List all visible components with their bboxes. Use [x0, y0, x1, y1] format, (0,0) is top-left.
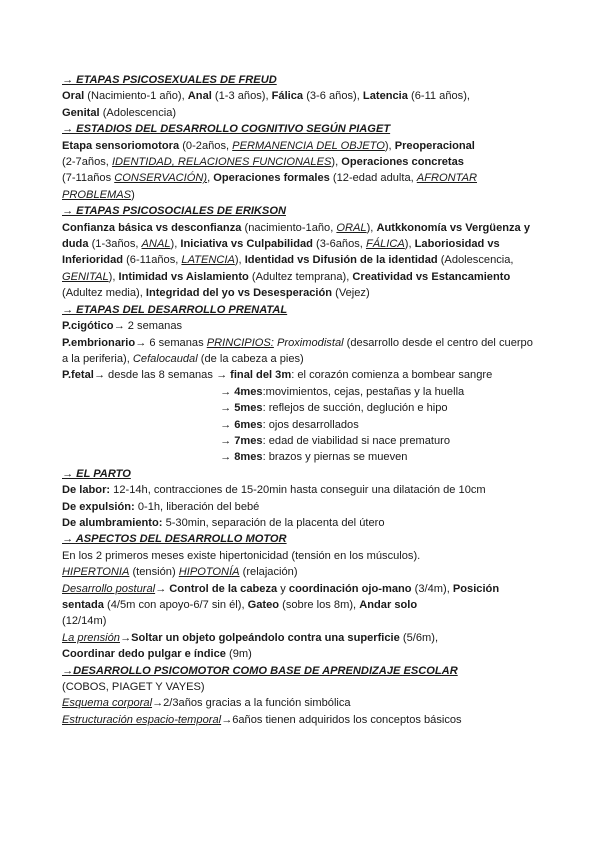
prenatal-cigotico	[62, 318, 538, 334]
erikson-stage-key: LATENCIA	[181, 254, 235, 267]
piaget-stage-age: (2-7años,	[62, 156, 112, 169]
arrow: →	[155, 582, 170, 595]
erikson-stage-age: (3-6años,	[312, 238, 366, 251]
milestone: coordinación ojo-mano	[288, 582, 412, 595]
phase-text: 0-1h, liberación del bebé	[134, 500, 260, 513]
phase-text: 5-30min, separación de la placenta del útero	[162, 516, 385, 529]
milestone: Coordinar dedo pulgar e índice	[62, 648, 226, 661]
arrow: →	[119, 631, 132, 644]
erikson-stage-name: Autkkonomía vs Vergüenza y duda	[62, 221, 530, 251]
erikson-stage-age: (Vejez)	[332, 287, 370, 300]
piaget-stage-key: IDENTIDAD, RELACIONES FUNCIONALES	[111, 156, 332, 169]
period-text: → 6 semanas	[135, 336, 207, 349]
period-label: P.cigótico	[62, 320, 114, 333]
piaget-stage-age: (7-11años	[62, 172, 115, 185]
phase-label: De expulsión:	[62, 500, 135, 513]
heading-parto: → EL PARTO	[62, 467, 131, 480]
milestone: Gateo	[247, 599, 280, 611]
parto-alumbramiento	[62, 515, 538, 531]
erikson-stage-age: (Adolescencia,	[437, 254, 514, 267]
milestone: Soltar un objeto golpeándolo contra una superficie	[131, 631, 400, 644]
piaget-stage-name: Operaciones concretas	[341, 156, 464, 169]
period-text: (desarrollo desde el centro del cuerpo a la periferia),	[62, 336, 533, 365]
motor-postural	[62, 581, 538, 630]
term-desc: (relajación)	[239, 566, 298, 579]
punct: ,	[207, 172, 214, 185]
term: HIPERTONIA	[62, 566, 130, 579]
prenatal-embrionario	[62, 335, 538, 368]
freud-stage-desc: (3-6 años),	[303, 90, 363, 103]
milestone: Andar solo	[359, 599, 418, 611]
term: HIPOTONÍA	[178, 566, 240, 579]
month-text: : reflejos de succión, deglución e hipo	[262, 402, 448, 415]
piaget-stage-name: Etapa sensoriomotora	[62, 139, 180, 152]
period-text: → 2 semanas	[113, 320, 183, 333]
erikson-stage-key: GENITAL	[62, 270, 109, 283]
punct: ),	[108, 270, 119, 283]
piaget-stage-age: (12-edad adulta,	[329, 172, 417, 185]
prenatal-fetal	[62, 367, 538, 383]
erikson-stage-key: FÁLICA	[365, 238, 405, 251]
piaget-stages	[62, 138, 538, 204]
erikson-stage-age: (Adultez temprana),	[248, 270, 353, 283]
punct: ),	[234, 254, 245, 267]
term: Esquema corporal	[62, 697, 153, 710]
heading-motor: → ASPECTOS DEL DESARROLLO MOTOR	[62, 533, 287, 546]
erikson-stage-name: Identidad vs Difusión de la identidad	[244, 254, 438, 267]
motor-prension	[62, 630, 538, 663]
piaget-stage-name: Preoperacional	[394, 139, 475, 152]
erikson-stage-key: ORAL	[336, 221, 367, 234]
punct: ),	[366, 221, 377, 234]
erikson-stage-age: (Adultez media),	[62, 287, 146, 300]
milestone: Control de la cabeza	[169, 582, 278, 595]
milestone-age: (3/4m),	[411, 582, 453, 595]
freud-stage-name: Anal	[187, 90, 212, 103]
month-text: : edad de viabilidad si nace prematuro	[262, 434, 451, 447]
freud-stage-name: Oral	[62, 90, 85, 103]
motor-intro: En los 2 primeros meses existe hipertonicidad (tensión en los músculos).	[62, 549, 421, 562]
month-item: → 5mes: reflejos de succión, deglución e hipo	[220, 402, 448, 415]
month-label: 4mes	[234, 385, 263, 398]
month-label: 7mes	[234, 434, 263, 447]
month-item: → 8mes: brazos y piernas se mueven	[220, 451, 408, 464]
motor-tono	[62, 564, 538, 580]
piaget-stage-key: AFRONTAR PROBLEMAS	[62, 172, 477, 201]
freud-stage-name: Genital	[62, 106, 100, 119]
erikson-stage-name: Intimidad vs Aislamiento	[118, 270, 249, 283]
heading-freud: → ETAPAS PSICOSEXUALES DE FREUD	[62, 74, 277, 86]
escolar-esquema	[62, 695, 538, 711]
term-desc: →2/3años gracias a la función simbólica	[152, 697, 351, 710]
erikson-stage-age: (1-3años,	[88, 238, 142, 251]
freud-stage-desc: (Nacimiento-1 año),	[84, 90, 188, 103]
erikson-stage-age: (6-11años,	[123, 254, 182, 267]
erikson-stage-name: Confianza básica vs desconfianza	[62, 221, 242, 234]
month-label: 8mes	[234, 451, 263, 464]
principios-label: PRINCIPIOS:	[206, 336, 274, 349]
freud-stage-desc: (1-3 años),	[211, 90, 272, 103]
punct: ),	[170, 238, 181, 251]
month-text: : ojos desarrollados	[262, 418, 359, 431]
erikson-stage-age: (nacimiento-1año,	[241, 221, 337, 234]
period-label: P.fetal	[62, 369, 94, 382]
heading-erikson: → ETAPAS PSICOSOCIALES DE ERIKSON	[62, 205, 286, 218]
month-item: → 7mes: edad de viabilidad si nace prematuro	[220, 434, 451, 447]
milestone-age: (9m)	[225, 648, 252, 661]
erikson-stage-name: Integridad del yo vs Desesperación	[145, 287, 333, 300]
escolar-authors: (COBOS, PIAGET Y VAYES)	[62, 681, 205, 694]
term: Estructuración espacio-temporal	[62, 713, 222, 726]
escolar-estructuracion	[62, 712, 538, 728]
document-body	[62, 72, 538, 728]
month-item: → 4mes:movimientos, cejas, pestañas y la huella	[220, 385, 465, 398]
freud-stage-name: Latencia	[362, 90, 408, 103]
freud-stages	[62, 88, 538, 121]
milestone-age: (12/14m)	[62, 615, 107, 628]
parto-labor	[62, 482, 538, 498]
freud-stage-name: Fálica	[271, 90, 304, 103]
principle-name: Proximodistal	[273, 336, 344, 349]
punct: ),	[331, 156, 342, 169]
milestone-age: (sobre los 8m),	[279, 599, 360, 611]
month-label: 5mes	[234, 402, 263, 415]
heading-piaget: → ESTADIOS DEL DESARROLLO COGNITIVO SEGÚN PIAGET	[62, 123, 391, 136]
piaget-stage-age: (0-2años,	[179, 139, 233, 152]
punct: )	[131, 188, 135, 201]
erikson-stage-name: Iniciativa vs Culpabilidad	[180, 238, 313, 251]
piaget-stage-key: CONSERVACIÓN)	[114, 172, 208, 185]
erikson-stage-name: Creatividad vs Estancamiento	[352, 270, 511, 283]
term: La prensión	[62, 631, 120, 644]
conj: y	[277, 582, 289, 595]
month-text: : brazos y piernas se mueven	[262, 451, 408, 464]
piaget-stage-name: Operaciones formales	[213, 172, 330, 185]
period-label: P.embrionario	[62, 336, 136, 349]
fetal-milestone: final del 3m	[230, 369, 292, 382]
erikson-stages	[62, 220, 538, 302]
month-text: :movimientos, cejas, pestañas y la huella	[262, 385, 465, 398]
heading-escolar: →DESARROLLO PSICOMOTOR COMO BASE DE APRENDIZAJE ESCOLAR	[62, 664, 458, 677]
parto-expulsion	[62, 499, 538, 515]
punct: ),	[384, 139, 395, 152]
term-desc: →6años tienen adquiridos los conceptos básicos	[221, 713, 462, 726]
month-label: 6mes	[234, 418, 263, 431]
punct: ),	[404, 238, 415, 251]
period-text: (de la cabeza a pies)	[197, 352, 304, 365]
milestone: Posición sentada	[62, 582, 500, 611]
erikson-stage-key: ANAL	[141, 238, 171, 251]
period-text: : el corazón comienza a bombear sangre	[291, 369, 493, 382]
heading-prenatal: → ETAPAS DEL DESARROLLO PRENATAL	[62, 303, 288, 316]
freud-stage-desc: (Adolescencia)	[99, 106, 177, 119]
month-item: → 6mes: ojos desarrollados	[220, 418, 359, 431]
freud-stage-desc: (6-11 años),	[407, 90, 471, 103]
piaget-stage-key: PERMANENCIA DEL OBJETO	[232, 139, 385, 152]
term-desc: (tensión)	[129, 566, 179, 579]
phase-text: 12-14h, contracciones de 15-20min hasta conseguir una dilatación de 10cm	[110, 484, 486, 497]
milestone-age: (5/6m),	[399, 631, 439, 644]
erikson-stage-name: Laboriosidad vs Inferioridad	[62, 238, 500, 267]
phase-label: De labor:	[62, 484, 111, 497]
milestone-age: (4/5m con apoyo-6/7 sin él),	[103, 599, 248, 611]
term: Desarrollo postural	[62, 582, 156, 595]
principle-name: Cefalocaudal	[132, 352, 198, 365]
phase-label: De alumbramiento:	[62, 516, 163, 529]
period-text: → desde las 8 semanas →	[93, 369, 231, 382]
